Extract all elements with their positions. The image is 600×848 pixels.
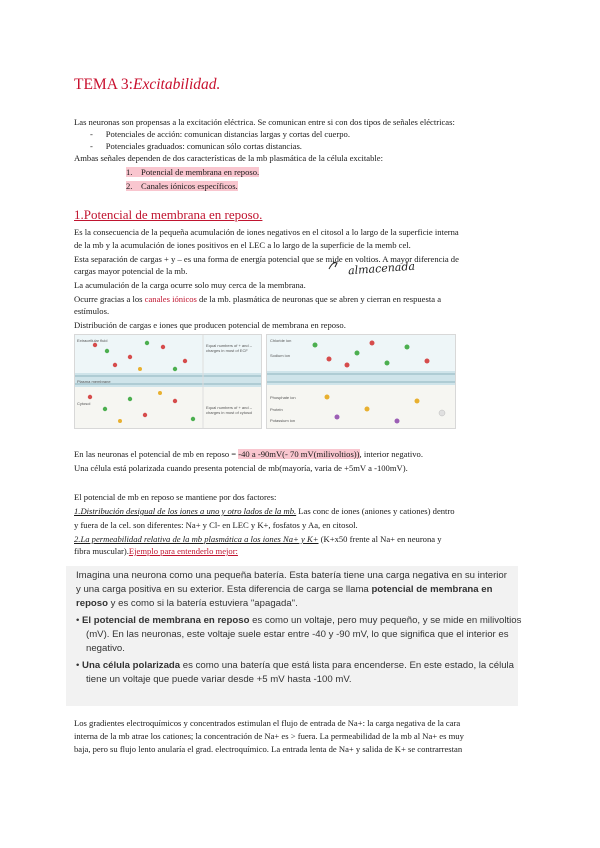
handwritten-arrow-icon xyxy=(327,259,347,273)
intro-line-1: Las neuronas son propensas a la excitación eléctrica. Se comunican entre si con dos tipos de señales eléctricas: xyxy=(74,117,455,127)
figure-label: Potassium ion xyxy=(270,418,296,423)
membrane-figure-left xyxy=(74,334,262,429)
title-topic: Excitabilidad. xyxy=(133,76,221,93)
paragraph-line: En las neuronas el potencial de mb en reposo = -40 a -90mV(- 70 mV(milivoltios)), interior negativo. xyxy=(74,449,423,459)
paragraph-line: Distribución de cargas e iones que producen potencial de membrana en reposo. xyxy=(74,320,346,330)
card-bullet: • El potencial de membrana en reposo es como un voltaje, pero muy pequeño, y se mide en milivoltios (mV). En las neuronas, este voltaje suele estar entre -40 y -90 mV, lo que significa que el interior es negativo. xyxy=(76,615,522,654)
membrane-figure-right xyxy=(266,334,456,429)
figure-note: Equal numbers of + and – charges in most of cytosol xyxy=(206,405,253,415)
paragraph-line: fibra muscular).Ejemplo para entenderlo mejor: xyxy=(74,546,238,556)
example-card xyxy=(66,566,522,706)
figure-note: Equal numbers of + and – charges in most of ECF xyxy=(206,343,252,353)
figure-label: Sodium ion xyxy=(270,353,291,358)
paragraph-line: Es la consecuencia de la pequeña acumulación de iones negativos en el citosol a lo largo de la superficie interna xyxy=(74,227,459,237)
paragraph-line: cargas mayor potencial de la mb. xyxy=(74,266,188,276)
figure-label: Extracellular fluid xyxy=(77,338,108,343)
intro-line-2: Ambas señales dependen de dos características de la mb plasmática de la célula excitable: xyxy=(74,153,384,163)
figure-label: Protein xyxy=(270,407,283,412)
numbered-item: 1. Potencial de membrana en reposo. xyxy=(126,167,260,177)
section-heading: 1.Potencial de membrana en reposo. xyxy=(74,207,263,222)
paragraph-line: y fuera de la cel. son diferentes: Na+ y Cl- en LEC y K+, fosfatos y Aa, en citosol. xyxy=(74,520,358,530)
handwritten-note: almacenada xyxy=(347,259,416,278)
numbered-item: 2. Canales iónicos específicos. xyxy=(126,181,238,191)
figure-label: Plasma membrane xyxy=(77,379,111,384)
page-title xyxy=(74,76,220,94)
figure-label: Phosphate ion xyxy=(270,395,296,400)
paragraph-line: Ocurre gracias a los canales iónicos de la mb. plasmática de neuronas que se abren y cierran en respuesta a xyxy=(74,294,442,304)
figure-label: Cytosol xyxy=(77,401,91,406)
list-item: - Potenciales graduados: comunican sólo cortas distancias. xyxy=(90,141,302,151)
paragraph-line: Una célula está polarizada cuando presenta potencial de mb(mayoría, varia de +5mV a -100mV). xyxy=(74,463,408,473)
paragraph-line: Los gradientes electroquímicos y concentrados estimulan el flujo de entrada de Na+: la carga negativa de la cara xyxy=(74,718,461,728)
paragraph-line: La acumulación de la carga ocurre solo muy cerca de la membrana. xyxy=(74,280,306,290)
paragraph-line: 1.Distribución desigual de los iones a uno y otro lados de la mb. Las conc de iones (aniones y cationes) dentro xyxy=(74,506,455,516)
paragraph-line: 2.La permeabilidad relativa de la mb plasmática a los iones Na+ y K+ (K+x50 frente al Na+ en neurona y xyxy=(74,534,442,544)
paragraph-line: de la mb y la acumulación de iones positivos en el LEC a lo largo de la superficie de la memb cel. xyxy=(74,240,411,250)
paragraph-line: El potencial de mb en reposo se mantiene por dos factores: xyxy=(74,492,277,502)
membrane-diagram xyxy=(267,335,455,428)
paragraph-line: estímulos. xyxy=(74,306,110,316)
paragraph-line: interna de la mb atrae los cationes; la concentración de Na+ es > fuera. La permeabilidad de la mb al Na+ es muy xyxy=(74,731,464,741)
paragraph-line: baja, pero su flujo lento anularía el grad. electroquímico. La entrada lenta de Na+ y salida de K+ se contrarrestan xyxy=(74,744,463,754)
card-intro: Imagina una neurona como una pequeña batería. Esta batería tiene una carga negativa en su interior y una carga positiva en su exterior. Esta diferencia de carga se llama potencial de membrana en reposo y es como si la batería estuviera "apagada". xyxy=(76,570,507,609)
card-bullet: • Una célula polarizada es como una batería que está lista para encenderse. En este estado, la célula tiene un voltaje que puede variar desde +5 mV hasta -100 mV. xyxy=(76,660,515,685)
title-prefix: TEMA 3: xyxy=(74,76,133,93)
figure-label: Chloride ion xyxy=(270,338,292,343)
list-item: - Potenciales de acción: comunican distancias largas y cortas del cuerpo. xyxy=(90,129,350,139)
paragraph-line: Esta separación de cargas + y – es una forma de energía potencial que se mide en voltios. A mayor diferencia de xyxy=(74,254,459,264)
